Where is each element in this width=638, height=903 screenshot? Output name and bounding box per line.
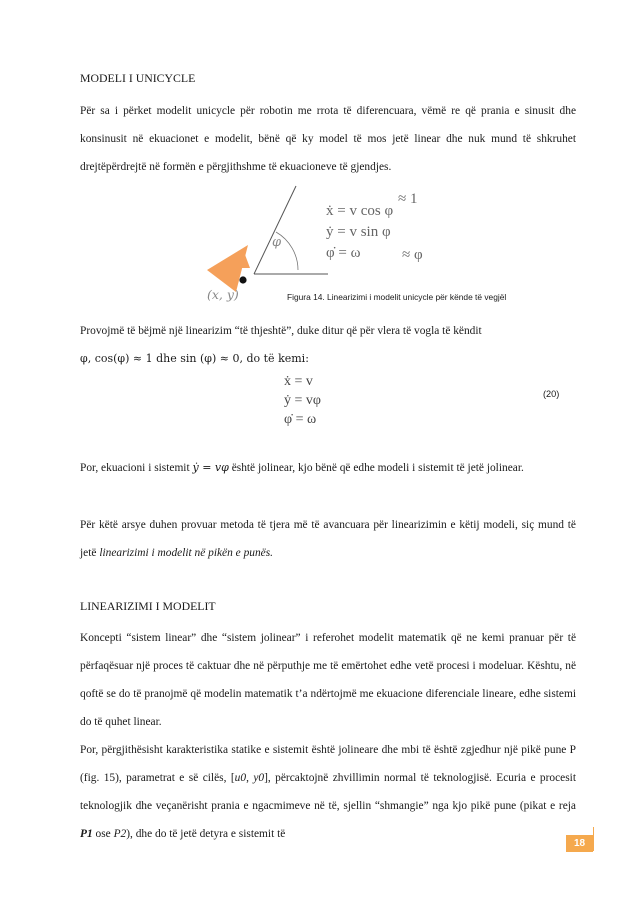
paragraph-methods-text: Për këtë arsye duhen provuar metoda të tjera më të avancuara për linearizimin e këtij modeli, siç mund të jetë <box>80 519 576 559</box>
paragraph-nonlinear-start: Por, ekuacioni i sistemit <box>80 462 190 474</box>
fig-eq-line2: ẏ = v sin φ <box>326 224 391 240</box>
paragraph-linearization-line1: Provojmë të bëjmë një linearizim “të thjeshtë”, duke ditur që për vlera të vogla të këndit <box>80 325 482 337</box>
figure-unicycle <box>200 180 500 305</box>
eq20-line2: ẏ = vφ <box>284 393 321 408</box>
figure-equations <box>326 191 423 264</box>
point-p1: P1 <box>80 828 93 840</box>
paragraph-work-point-a: Por, përgjithësisht karakteristika statike e sistemit është jolineare dhe mbi të është zgjedhur një pikë pune P (fig. 15), parametrat e së cilës, [ <box>80 744 576 784</box>
paragraph-concept: Koncepti “sistem linear” dhe “sistem jolinear” i referohet modelit matematik që ne kemi pranuar për të përfaqësuar një proces të caktuar dhe në përputhje me të emërtohet edhe vetë procesi i modeluar. Kështu, në qoftë se do të pranojmë që modelin matematik t’a ndërtojmë me ekuacione diferenciale lineare, edhe sistemi do të quhet linear. <box>80 632 576 728</box>
paragraph-work-point-c: ), dhe do të jetë detyra e sistemit të <box>126 828 286 840</box>
approx-one: ≈ 1 <box>398 191 418 207</box>
paragraph-nonlinear <box>80 454 576 482</box>
equation-20 <box>284 372 321 429</box>
param-separator: , <box>246 772 254 784</box>
phi-label: φ <box>272 235 282 250</box>
inline-equation: ẏ = vφ <box>192 461 229 474</box>
section-heading-unicycle: MODELI I UNICYCLE <box>80 71 196 85</box>
paragraph-intro: Për sa i përket modelit unicycle për robotin me rrota të diferencuara, vëmë re që prania e sinusit dhe konsinusit në ekuacionet e modelit, bënë që ky model të mos jetë linear dhe nuk mund të shkruhet drejtëpërdrejtë në formën e përgjithshme të ekuacioneve të gjendjes. <box>80 105 576 173</box>
eq20-line1: ẋ = v <box>284 374 313 389</box>
page-number: 18 <box>566 835 593 852</box>
robot-center-dot <box>239 276 246 283</box>
paragraph-work-point <box>80 736 576 848</box>
paragraph-nonlinear-end: është jolinear, kjo bënë që edhe modeli i sistemit të jetë jolinear. <box>231 462 524 474</box>
figure-caption: Figura 14. Linearizimi i modelit unicycle për kënde të vegjël <box>287 292 507 302</box>
paragraph-linearization-line2: φ, cos(φ) ≈ 1 dhe sin (φ) ≈ 0, do të kemi: <box>80 352 309 365</box>
eq20-line3: φ̇ = ω <box>284 412 317 427</box>
paragraph-methods <box>80 511 576 567</box>
point-p2: P2 <box>113 828 127 840</box>
paragraph-linearization <box>80 317 576 373</box>
heading-line <box>254 186 296 274</box>
point-label: (x, y) <box>207 287 239 302</box>
param-u0: u0 <box>234 772 247 784</box>
paragraph-methods-italic: linearizimi i modelit në pikën e punës. <box>99 547 273 559</box>
paragraph-work-point-or: ose <box>95 828 111 840</box>
page-number-rule <box>593 827 594 851</box>
param-y0: y0 <box>253 772 265 784</box>
approx-phi: ≈ φ <box>402 247 423 263</box>
section-heading-linearization: LINEARIZIMI I MODELIT <box>80 599 216 613</box>
fig-eq-line3: φ̇ = ω <box>326 245 361 261</box>
fig-eq-line1: ẋ = v cos φ <box>326 203 394 219</box>
robot-triangle <box>207 245 248 292</box>
paragraph-work-point-b: ], përcaktojnë zhvillimin normal të teknologjisë. Ecuria e procesit teknologjik dhe veçanërisht prania e ngacmimeve në të, sjellin “shmangie” nga kjo pikë pune (pikat e reja <box>80 772 576 812</box>
equation-number: (20) <box>543 389 560 399</box>
